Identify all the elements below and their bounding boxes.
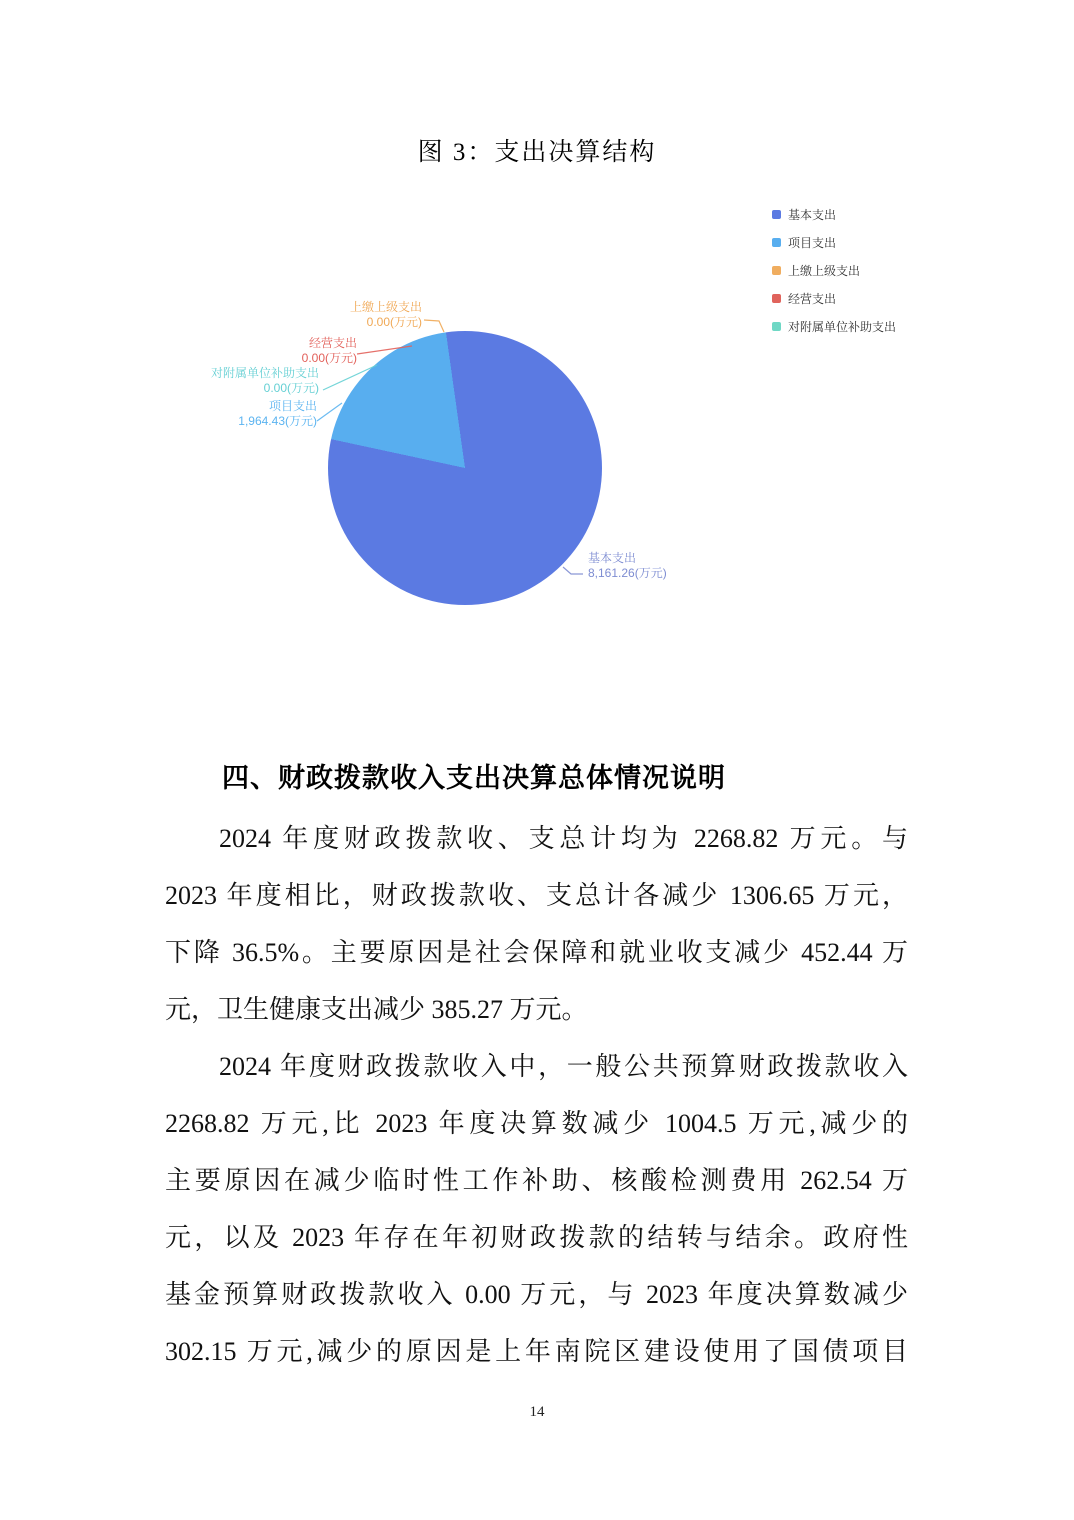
leader-line-project — [317, 403, 342, 421]
pie-label-value: 0.00(万元) — [366, 315, 422, 329]
leader-line-subsidy — [323, 365, 377, 390]
legend-label: 经营支出 — [788, 292, 837, 306]
pie-label-name: 对附属单位补助支出 — [210, 366, 319, 380]
leader-line-basic — [563, 567, 583, 574]
pie-label-name: 上缴上级支出 — [349, 300, 422, 314]
leader-line-operating — [357, 346, 412, 354]
body-line: 302.15 万元,减少的原因是上年南院区建设使用了国债项目 — [165, 1337, 908, 1366]
pie-label-value: 0.00(万元) — [263, 381, 319, 395]
pie-label-value: 1,964.43(万元) — [238, 414, 317, 428]
body-line: 主要原因在减少临时性工作补助、核酸检测费用 262.54 万 — [165, 1166, 908, 1195]
pie-label-value: 8,161.26(万元) — [588, 566, 667, 580]
body-line: 下降 36.5%。主要原因是社会保障和就业收支减少 452.44 万 — [165, 938, 908, 967]
pie-label-name: 项目支出 — [268, 399, 317, 413]
pie-label-operating — [302, 336, 357, 366]
pie-label-upper-remit — [350, 300, 422, 330]
body-line: 2024 年度财政拨款收、支总计均为 2268.82 万元。与 — [219, 824, 908, 853]
body-line: 2024 年度财政拨款收入中，一般公共预算财政拨款收入 — [219, 1052, 908, 1081]
leader-line-upper-remit — [424, 320, 444, 332]
pie-label-name: 基本支出 — [588, 551, 637, 565]
section-heading: 四、财政拨款收入支出决算总体情况说明 — [222, 763, 726, 793]
page-number: 14 — [529, 1404, 545, 1420]
body-line: 元，以及 2023 年存在年初财政拨款的结转与结余。政府性 — [165, 1223, 908, 1252]
pie-label-name: 经营支出 — [308, 336, 357, 350]
pie-label-value: 0.00(万元) — [301, 351, 357, 365]
body-text — [165, 810, 908, 1380]
pie-label-project — [238, 399, 317, 429]
figure-title: 图 3：支出决算结构 — [417, 139, 657, 166]
legend-label: 上缴上级支出 — [788, 264, 861, 278]
body-line: 2023 年度相比，财政拨款收、支总计各减少 1306.65 万元， — [165, 881, 908, 910]
body-line: 基金预算财政拨款收入 0.00 万元，与 2023 年度决算数减少 — [165, 1280, 908, 1309]
legend-label: 基本支出 — [788, 208, 837, 222]
body-line: 2268.82 万元,比 2023 年度决算数减少 1004.5 万元,减少的 — [165, 1109, 908, 1138]
pie-label-basic — [588, 551, 667, 581]
body-line: 元，卫生健康支出减少 385.27 万元。 — [165, 995, 588, 1024]
legend-label: 项目支出 — [788, 236, 837, 250]
legend-label: 对附属单位补助支出 — [788, 320, 897, 334]
pie-label-subsidy — [211, 366, 319, 396]
